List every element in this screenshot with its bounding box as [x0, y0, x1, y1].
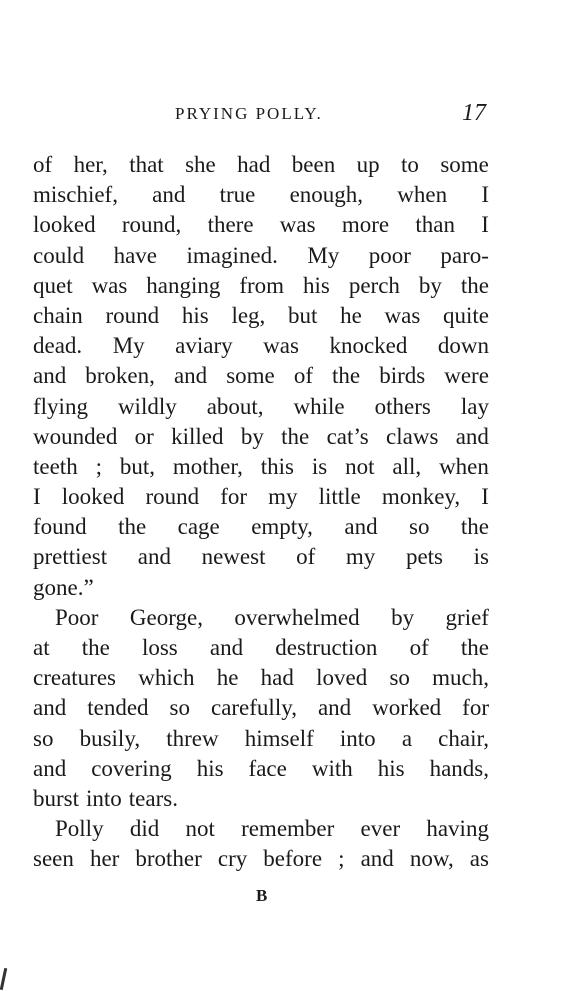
word: her,: [73, 152, 108, 177]
word: carefully,: [210, 695, 297, 721]
text-line: [33, 361, 489, 391]
word: for: [220, 484, 248, 510]
word: round,: [121, 212, 182, 238]
text-line: [33, 573, 489, 603]
word: chair,: [438, 725, 489, 751]
word: had: [260, 665, 294, 691]
word: cage: [177, 514, 220, 540]
word: having: [426, 816, 489, 842]
word: had: [237, 152, 271, 177]
word: or: [134, 423, 154, 449]
word: Poor: [55, 604, 99, 630]
word: dead.: [33, 333, 83, 359]
word: all,: [392, 453, 422, 479]
word: others: [374, 393, 431, 419]
word: hanging: [146, 272, 221, 298]
text-line: [33, 392, 489, 422]
word: did: [129, 816, 160, 842]
text-line: [33, 512, 489, 542]
word: imagined.: [186, 242, 278, 268]
text-line: [33, 603, 489, 633]
text-line: [33, 331, 489, 361]
word: by: [418, 272, 442, 298]
word: to: [401, 152, 419, 177]
word: could: [33, 242, 85, 268]
word: so: [169, 695, 190, 721]
word: not: [345, 453, 375, 479]
word: now,: [409, 846, 454, 872]
word: so: [33, 725, 54, 751]
word: killed: [171, 423, 224, 449]
word: My: [112, 333, 145, 359]
word: newest: [201, 544, 266, 570]
word: birds: [379, 363, 426, 389]
word: at: [33, 635, 50, 660]
word: a: [401, 725, 413, 751]
word: the: [81, 635, 110, 660]
word: mother,: [172, 453, 243, 479]
word: poor: [368, 242, 411, 268]
word: he: [340, 302, 362, 328]
text-line: [33, 422, 489, 452]
word: round: [105, 302, 160, 328]
word: and: [317, 695, 352, 721]
word: with: [311, 755, 353, 781]
body-text: [33, 150, 489, 875]
word: My: [307, 242, 340, 268]
word: Polly: [55, 816, 104, 842]
word: claws: [386, 423, 439, 449]
word: destruction: [275, 635, 378, 660]
word: his: [196, 755, 224, 781]
word: she: [185, 152, 216, 177]
word: and: [209, 635, 244, 660]
word: quite: [443, 302, 489, 328]
text-line: [33, 482, 489, 512]
word: was: [91, 272, 128, 298]
word: cat’s: [326, 423, 369, 449]
word: true: [219, 182, 256, 208]
word: much,: [432, 665, 489, 691]
word: was: [279, 212, 316, 238]
word: gone.”: [33, 574, 94, 600]
word: and: [344, 514, 378, 540]
signature-mark: B: [256, 886, 268, 905]
word: and: [173, 363, 208, 389]
word: and: [360, 846, 394, 872]
word: little: [318, 484, 361, 510]
word: when: [397, 182, 448, 208]
word: I: [481, 212, 489, 238]
text-line: [33, 241, 489, 271]
word: himself: [244, 725, 314, 751]
word: I: [481, 182, 489, 208]
text-line: [33, 542, 489, 572]
word: ;: [95, 453, 102, 479]
word: perch: [348, 272, 400, 298]
text-line: [33, 180, 489, 210]
word: as: [469, 846, 489, 872]
word: loved: [316, 665, 368, 691]
word: quet: [33, 272, 73, 298]
word: George,: [129, 604, 203, 630]
text-line: [33, 754, 489, 784]
word: into: [86, 785, 122, 811]
word: looked: [33, 212, 96, 238]
word: tended: [87, 695, 149, 721]
running-head: [0, 100, 573, 134]
word: round: [145, 484, 200, 510]
word: face: [248, 755, 287, 781]
word: the: [281, 423, 310, 449]
word: not: [185, 816, 215, 842]
word: mischief,: [33, 182, 118, 208]
page-number: 17: [462, 100, 486, 126]
word: looked: [61, 484, 125, 510]
word: so: [389, 665, 410, 691]
word: was: [384, 302, 421, 328]
word: of: [293, 363, 313, 389]
word: and: [455, 423, 489, 449]
word: and: [152, 182, 186, 208]
word: of: [409, 635, 429, 660]
word: teeth: [33, 453, 78, 479]
word: monkey,: [381, 484, 461, 510]
text-line: [33, 633, 489, 663]
word: leg,: [231, 302, 266, 328]
word: ever: [360, 816, 401, 842]
word: his: [377, 755, 405, 781]
text-line: [33, 210, 489, 240]
text-line: [33, 452, 489, 482]
word: the: [460, 635, 489, 660]
word: some: [226, 363, 275, 389]
word: that: [129, 152, 164, 177]
text-line: [33, 301, 489, 331]
word: prettiest: [33, 544, 108, 570]
word: tears.: [128, 785, 178, 811]
word: up: [356, 152, 380, 177]
word: of: [296, 544, 316, 570]
word: I: [33, 484, 41, 510]
word: the: [460, 514, 489, 540]
word: more: [341, 212, 390, 238]
text-line: [33, 663, 489, 693]
word: enough,: [289, 182, 364, 208]
word: he: [216, 665, 239, 691]
word: when: [439, 453, 489, 479]
word: of: [33, 152, 53, 177]
word: knocked: [329, 333, 408, 359]
word: this: [260, 453, 295, 479]
word: into: [339, 725, 376, 751]
word: while: [293, 393, 345, 419]
word: loss: [141, 635, 178, 660]
text-line: [33, 784, 489, 814]
word: aviary: [175, 333, 233, 359]
text-line: [33, 271, 489, 301]
word: the: [460, 272, 489, 298]
word: broken,: [85, 363, 155, 389]
word: my: [268, 484, 298, 510]
word: but: [288, 302, 318, 328]
word: grief: [445, 604, 489, 630]
word: wildly: [117, 393, 177, 419]
word: seen: [33, 846, 74, 872]
word: about,: [206, 393, 264, 419]
word: there: [207, 212, 254, 238]
word: his: [303, 272, 330, 298]
text-line: [33, 844, 489, 874]
word: but,: [119, 453, 156, 479]
word: wounded: [33, 423, 118, 449]
word: is: [473, 544, 489, 570]
word: my: [345, 544, 376, 570]
word: I: [481, 484, 489, 510]
word: empty,: [251, 514, 313, 540]
text-line: [33, 724, 489, 754]
word: some: [440, 152, 489, 177]
word: been: [291, 152, 336, 177]
text-line: [33, 693, 489, 723]
word: paro-: [440, 242, 489, 268]
word: flying: [33, 393, 88, 419]
word: found: [33, 514, 87, 540]
word: were: [444, 363, 489, 389]
word: the: [118, 514, 147, 540]
word: for: [462, 695, 489, 721]
word: which: [138, 665, 195, 691]
word: worked: [372, 695, 442, 721]
word: pets: [405, 544, 444, 570]
word: chain: [33, 302, 83, 328]
word: so: [409, 514, 430, 540]
word: and: [33, 695, 67, 721]
word: was: [263, 333, 299, 359]
word: and: [137, 544, 171, 570]
text-line: [33, 150, 489, 180]
word: and: [33, 363, 67, 389]
word: lay: [460, 393, 489, 419]
word: is: [311, 453, 328, 479]
page-edge-mark: [0, 968, 7, 990]
word: hands,: [429, 755, 489, 781]
word: down: [437, 333, 489, 359]
running-title: PRYING POLLY.: [175, 104, 323, 123]
word: ;: [338, 846, 345, 872]
word: cry: [217, 846, 248, 872]
word: her: [89, 846, 120, 872]
word: creatures: [33, 665, 116, 691]
word: brother: [135, 846, 202, 872]
word: before: [263, 846, 323, 872]
word: by: [391, 604, 415, 630]
word: threw: [166, 725, 219, 751]
word: than: [415, 212, 455, 238]
word: have: [113, 242, 158, 268]
word: remember: [241, 816, 335, 842]
word: the: [332, 363, 361, 389]
text-line: [33, 814, 489, 844]
word: by: [240, 423, 264, 449]
word: from: [239, 272, 285, 298]
word: covering: [91, 755, 172, 781]
word: busily,: [79, 725, 141, 751]
word: his: [181, 302, 209, 328]
word: burst: [33, 785, 79, 811]
word: overwhelmed: [234, 604, 360, 630]
word: and: [33, 755, 67, 781]
